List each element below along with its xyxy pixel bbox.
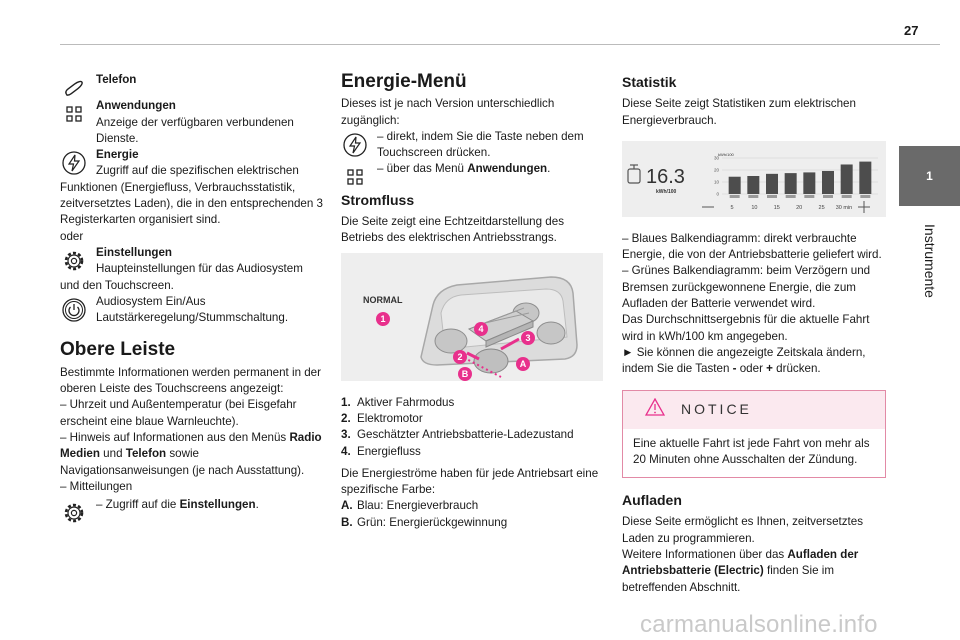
color-legend-list bbox=[341, 498, 603, 531]
item2-part-c: und bbox=[99, 447, 126, 461]
legend-green: – Grünes Balkendiagramm: beim Verzögern und Bremsen zurückgewonnene Energie, die zum Aufladen der Batterie verwendet wird. bbox=[622, 264, 871, 311]
stromfluss-heading: Stromfluss bbox=[341, 191, 415, 208]
statistik-text: Diese Seite zeigt Statistiken zum elektrischen Energieverbrauch. bbox=[622, 97, 856, 127]
stats-regen-bar bbox=[804, 195, 814, 198]
stats-x-tick: 25 bbox=[818, 204, 825, 211]
watermark-text: carmanualsonline.info bbox=[640, 611, 878, 638]
obere-leiste-item-1: – Uhrzeit und Außentemperatur (bei Eisgefahr erscheint eine blaue Warnleuchte). bbox=[60, 398, 297, 428]
stats-bar bbox=[859, 161, 871, 193]
chapter-label bbox=[899, 206, 960, 316]
legend-blue: – Blaues Balkendiagramm: direkt verbrauchte Energie, die von der Antriebsbatterie geliefert wird. bbox=[622, 231, 882, 262]
chapter-tab[interactable] bbox=[899, 146, 960, 206]
stats-unit: kWh/100 bbox=[656, 188, 677, 195]
stats-value: 16.3 bbox=[646, 165, 685, 188]
flow-text: Aktiver Fahrmodus bbox=[357, 395, 455, 409]
opt2-part-c: . bbox=[547, 162, 551, 176]
item2-part-a: – Hinweis auf Informationen aus den Menüs bbox=[60, 430, 290, 444]
chapter-number: 1 bbox=[926, 169, 933, 183]
statistik-heading: Statistik bbox=[622, 74, 677, 90]
stats-bar bbox=[841, 164, 853, 194]
color-text: Grün: Energierückgewinnung bbox=[357, 515, 508, 529]
flow-item bbox=[341, 411, 603, 427]
flow-item bbox=[341, 395, 603, 411]
settings-gear-icon bbox=[60, 499, 88, 527]
callout-1: 1 bbox=[380, 313, 386, 324]
apps-grid-icon bbox=[341, 163, 369, 191]
scale-part-b: oder bbox=[736, 362, 767, 376]
item2-telefon: Telefon bbox=[125, 447, 167, 461]
column-left bbox=[60, 72, 325, 520]
chapter-title: Instrumente bbox=[921, 224, 938, 298]
notice-body: Eine aktuelle Fahrt ist jede Fahrt von mehr als 20 Minuten ohne Ausschalten der Zündung. bbox=[633, 436, 870, 466]
telefon-entry bbox=[60, 72, 325, 88]
stats-regen-bar bbox=[730, 195, 740, 198]
item4-einstellungen: Einstellungen bbox=[179, 498, 256, 512]
stats-x-tick: 10 bbox=[751, 204, 758, 211]
apps-grid-icon bbox=[60, 100, 88, 128]
scale-text bbox=[622, 345, 886, 378]
item2-part-e: sowie Navigationsanweisungen (je nach Ausstattung). bbox=[60, 447, 305, 477]
flow-num: 2. bbox=[341, 411, 351, 425]
einstellungen-text: Haupteinstellungen für das Audiosystem und den Touchscreen. bbox=[60, 262, 303, 292]
stats-y-tick: 10 bbox=[713, 179, 719, 185]
flow-num: 4. bbox=[341, 444, 351, 458]
aufladen-text-2 bbox=[622, 547, 886, 596]
color-num: B. bbox=[341, 515, 353, 529]
audio-text: Audiosystem Ein/Aus Lautstärkeregelung/Stummschaltung. bbox=[96, 294, 289, 325]
scale-part-c: drücken. bbox=[772, 362, 821, 376]
einstellungen-entry bbox=[60, 245, 325, 294]
flow-text: Geschätzter Antriebsbatterie-Ladezustand bbox=[357, 428, 574, 442]
column-middle bbox=[341, 72, 603, 537]
anwendungen-text: Anzeige der verfügbaren verbundenen Dienste. bbox=[96, 115, 294, 145]
energie-text: Zugriff auf die spezifischen elektrischen Funktionen (Energiefluss, Verbrauchsstatistik, zeitversetztes Laden), die in den entsprechenden 3 Registerkarten organisiert sind. bbox=[60, 164, 323, 227]
telefon-title: Telefon bbox=[96, 73, 137, 86]
stats-regen-bar bbox=[767, 195, 777, 198]
stats-y-tick: 20 bbox=[713, 167, 719, 173]
item4-part-c: . bbox=[255, 498, 259, 512]
energie-access-direct bbox=[341, 129, 603, 162]
stats-bar bbox=[822, 171, 834, 194]
settings-gear-icon bbox=[60, 247, 88, 275]
notice-title: NOTICE bbox=[681, 401, 752, 418]
color-num: A. bbox=[341, 499, 353, 513]
statistics-screen bbox=[622, 141, 886, 217]
energie-entry bbox=[60, 147, 325, 228]
color-item bbox=[341, 498, 603, 514]
anwendungen-title: Anwendungen bbox=[96, 99, 176, 113]
page-number: 27 bbox=[904, 23, 919, 38]
energie-menu-heading: Energie-Menü bbox=[341, 71, 467, 92]
item2-radio-medien: Radio Medien bbox=[60, 430, 322, 461]
scale-plus: + bbox=[766, 362, 773, 376]
obere-leiste-item-4 bbox=[96, 498, 259, 511]
column-right bbox=[622, 72, 886, 596]
stats-bar bbox=[766, 174, 778, 194]
energy-bolt-icon bbox=[341, 131, 369, 159]
callout-4: 4 bbox=[478, 323, 484, 334]
aufladen-heading: Aufladen bbox=[622, 492, 682, 509]
stats-regen-bar bbox=[860, 195, 870, 198]
flow-item bbox=[341, 427, 603, 443]
flow-num: 3. bbox=[341, 428, 351, 442]
callout-a: A bbox=[519, 358, 527, 369]
stats-bar bbox=[803, 172, 815, 194]
aufladen-link-title: Aufladen der Antriebsbatterie (Electric) bbox=[622, 548, 859, 578]
callout-3: 3 bbox=[525, 332, 531, 343]
flow-text: Elektromotor bbox=[357, 411, 423, 425]
callout-b: B bbox=[461, 368, 469, 379]
anwendungen-entry bbox=[60, 98, 325, 147]
obere-leiste-item-2 bbox=[60, 430, 325, 479]
energie-menu-intro: Dieses ist je nach Version unterschiedlich zugänglich: bbox=[341, 97, 555, 127]
stats-bar bbox=[729, 177, 741, 194]
stats-regen-bar bbox=[823, 195, 833, 198]
stats-regen-bar bbox=[748, 195, 758, 198]
notice-header bbox=[623, 391, 885, 429]
warning-triangle-icon bbox=[645, 398, 665, 421]
stats-regen-bar bbox=[842, 195, 852, 198]
stats-x-tick: 20 bbox=[796, 204, 803, 211]
obere-leiste-item-3: – Mitteilungen bbox=[60, 479, 133, 493]
result-text: Das Durchschnittsergebnis für die aktuelle Fahrt wird in kWh/100 km angegeben. bbox=[622, 313, 870, 343]
stats-bar bbox=[747, 176, 759, 194]
energie-access-direct-text: – direkt, indem Sie die Taste neben dem Touchscreen drücken. bbox=[377, 129, 584, 160]
energy-bolt-icon bbox=[60, 149, 88, 177]
einstellungen-access-entry bbox=[60, 497, 325, 513]
oder-text: oder bbox=[60, 229, 84, 243]
stats-bar bbox=[785, 173, 797, 194]
stats-y-tick: 30 bbox=[713, 155, 719, 161]
stats-x-tick: 30 min bbox=[835, 204, 853, 211]
energie-title: Energie bbox=[96, 148, 139, 162]
aufladen-part-a: Weitere Informationen über das bbox=[622, 548, 788, 562]
stats-x-tick: 5 bbox=[730, 204, 734, 211]
opt2-part-a: – über das Menü bbox=[377, 162, 468, 176]
scale-minus: - bbox=[732, 362, 737, 376]
flow-legend-list bbox=[341, 395, 603, 460]
stats-regen-bar bbox=[786, 195, 796, 198]
aufladen-part-c: finden Sie im betreffenden Abschnitt. bbox=[622, 564, 834, 594]
item4-part-a: – Zugriff auf die bbox=[96, 498, 180, 512]
callout-2: 2 bbox=[457, 351, 463, 362]
energie-access-menu-text bbox=[377, 162, 550, 175]
obere-leiste-intro: Bestimmte Informationen werden permanent in der oberen Leiste des Touchscreens angezeigt: bbox=[60, 365, 321, 396]
energy-flow-diagram bbox=[341, 253, 603, 381]
battery-plug-icon bbox=[628, 165, 640, 183]
colors-intro: Die Energieströme haben für jede Antriebsart eine spezifische Farbe: bbox=[341, 466, 599, 497]
energie-access-menu bbox=[341, 161, 603, 177]
header-rule bbox=[60, 44, 940, 45]
flow-item bbox=[341, 444, 603, 460]
flow-num: 1. bbox=[341, 395, 351, 409]
stats-y-unit: kWh/100 bbox=[718, 151, 734, 157]
diagram-mode-label: NORMAL bbox=[363, 294, 403, 305]
stats-x-tick: 15 bbox=[773, 204, 780, 211]
color-item bbox=[341, 515, 603, 531]
aufladen-text-1: Diese Seite ermöglicht es Ihnen, zeitversetztes Laden zu programmieren. bbox=[622, 515, 864, 545]
stromfluss-text: Die Seite zeigt eine Echtzeitdarstellung des Betriebs des elektrischen Antriebsstrangs. bbox=[341, 215, 564, 245]
einstellungen-title: Einstellungen bbox=[96, 245, 173, 259]
stats-y-tick: 0 bbox=[716, 191, 719, 197]
audio-entry bbox=[60, 294, 325, 327]
scale-part-a: ► Sie können die angezeigte Zeitskala ändern, indem Sie die Tasten bbox=[622, 345, 866, 376]
opt2-anwendungen: Anwendungen bbox=[467, 162, 548, 176]
notice-box bbox=[622, 390, 886, 479]
flow-text: Energiefluss bbox=[357, 444, 421, 458]
obere-leiste-heading: Obere Leiste bbox=[60, 339, 176, 361]
power-button-icon bbox=[60, 296, 88, 324]
color-text: Blau: Energieverbrauch bbox=[357, 499, 479, 513]
